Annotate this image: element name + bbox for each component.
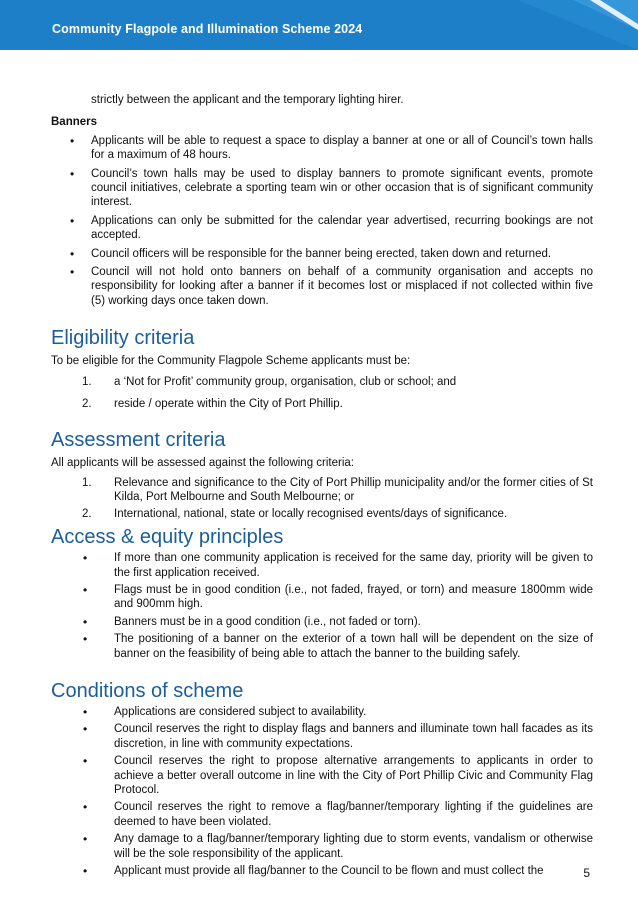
conditions-list [51,705,593,878]
list-item [51,476,593,505]
list-item: • Council reserves the right to remove a flag/banner/temporary lighting if the guidelines are deemed to have been violated. [51,800,593,829]
document-body [51,93,593,881]
list-item: • Any damage to a flag/banner/temporary lighting due to storm events, vandalism or otherwise will be the sole responsibility of the applicant. [51,832,593,861]
banners-list [51,134,593,308]
item-number: 1. [82,476,92,489]
list-item: • Banners must be in a good condition (i.e., not faded or torn). [51,615,593,629]
header-title: Community Flagpole and Illumination Scheme 2024 [52,22,363,36]
access-heading: Access & equity principles [51,526,284,549]
list-item: • Applicant must provide all flag/banner to the Council to be flown and must collect the [51,864,593,878]
item-text: reside / operate within the City of Port Phillip. [114,398,343,411]
list-item: • Council reserves the right to propose alternative arrangements to applicants in order to achieve a better overall outcome in line with the City of Port Phillip Civic and Community Flag Protocol. [51,754,593,797]
page-header [0,0,638,50]
list-item: • Applications are considered subject to availability. [51,705,593,719]
item-text: Relevance and significance to the City of Port Phillip municipality and/or the former cities of St Kilda, Port Melbourne and South Melbourne; or [114,476,593,504]
page-number: 5 [583,866,590,880]
item-text: International, national, state or locally recognised events/days of significance. [114,507,508,520]
item-text: a ‘Not for Profit’ community group, organisation, club or school; and [114,375,457,388]
assessment-heading: Assessment criteria [51,428,226,451]
eligibility-heading: Eligibility criteria [51,327,195,350]
banners-heading: Banners [51,116,98,129]
intro-continuation: strictly between the applicant and the temporary lighting hirer. [91,94,404,106]
conditions-heading: Conditions of scheme [51,679,244,702]
list-item: • Applicants will be able to request a space to display a banner at one or all of Council’s town halls for a maximum of 48 hours. [51,134,593,163]
list-item: • Council will not hold onto banners on behalf of a community organisation and accepts no responsibility for looking after a banner if it becomes lost or misplaced if not collected within five (5) working days once taken down. [51,265,593,308]
list-item: • Council officers will be responsible for the banner being erected, taken down and returned. [51,247,593,261]
access-list [51,551,593,661]
assessment-intro: All applicants will be assessed against the following criteria: [51,456,354,469]
eligibility-list [51,375,593,412]
list-item: • Applications can only be submitted for the calendar year advertised, recurring bookings are not accepted. [51,214,593,243]
list-item: • The positioning of a banner on the exterior of a town hall will be dependent on the size of banner on the feasibility of being able to attach the banner to the building safely. [51,632,593,661]
assessment-list [51,476,593,521]
item-number: 2. [82,507,92,520]
list-item: • Council’s town halls may be used to display banners to promote significant events, promote council initiatives, celebrate a sporting team win or other occasion that is of significant community interest. [51,167,593,210]
list-item [51,507,593,521]
item-number: 2. [82,398,92,411]
eligibility-intro: To be eligible for the Community Flagpole Scheme applicants must be: [51,355,411,368]
list-item: • Council reserves the right to display flags and banners and illuminate town hall facades as its discretion, in line with community expectations. [51,722,593,751]
list-item: • Flags must be in good condition (i.e., not faded, frayed, or torn) and measure 1800mm wide and 900mm high. [51,583,593,612]
list-item [51,375,593,389]
header-decoration [478,0,638,50]
list-item [51,397,593,411]
item-number: 1. [82,375,92,388]
list-item: • If more than one community application is received for the same day, priority will be given to the first application received. [51,551,593,580]
